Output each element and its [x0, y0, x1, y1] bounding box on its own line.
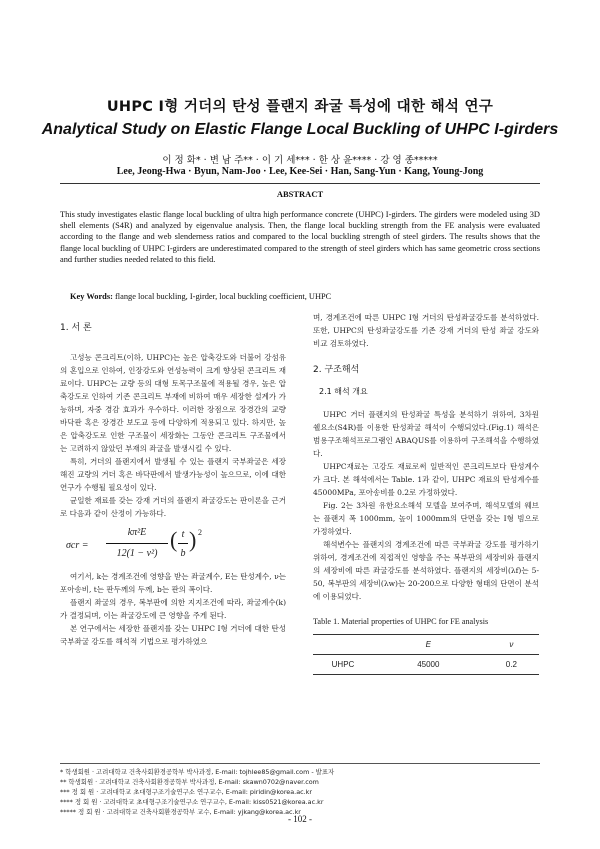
equation-exponent: 2 — [198, 528, 202, 537]
paper-title-english: Analytical Study on Elastic Flange Local Buckling of UHPC I-girders — [41, 121, 559, 138]
paper-title-korean: UHPC I형 거더의 탄성 플랜지 좌굴 특성에 대한 해석 연구 — [106, 99, 494, 115]
footnote-1: * 학생회원 · 고려대학교 건축사회환경공학부 박사과정, E-mail: tojhlee85@gmail.com - 발표자 — [60, 768, 335, 776]
equation-fraction-bar — [106, 543, 168, 544]
col2-paragraph-1: 며, 경계조건에 따른 UHPC I형 거더의 탄성좌굴강도를 분석하였다. 또한, UHPC의 탄성좌굴강도를 기존 강재 거더의 탄성 좌굴 강도와 비교 검토하였다. — [313, 313, 539, 348]
equation-tb-bar — [178, 543, 188, 544]
table-row — [313, 655, 539, 675]
keywords-label: Key Words: — [70, 292, 113, 301]
table-header-cell: E — [373, 635, 484, 655]
sec1-paragraph-2: 특히, 거더의 플랜지에서 발생될 수 있는 플랜지 국부좌굴은 세장해진 교량의 거더 혹은 바닥판에서 발생가능성이 높으므로, 이에 대한 연구가 수행될 필요성이 있다. — [60, 457, 286, 492]
footnotes — [60, 767, 540, 817]
right-column — [313, 311, 539, 675]
left-column — [60, 322, 286, 648]
section-2-title: 2. 구조해석 — [313, 365, 360, 375]
table-header-cell: ν — [484, 635, 539, 655]
paren-left: ( — [170, 527, 178, 552]
table-cell: 0.2 — [484, 655, 539, 675]
sec2-paragraph-4: 해석변수는 플랜지의 경계조건에 따른 국부좌굴 강도를 평가하기 위하여, 경계조건에 직접적인 영향을 주는 복부판의 세장비와 플랜지의 세장비에 따른 좌굴강도를 분석하였다. 플랜지의 세장비(λf)는 5-50, 복부판의 세장비(λw)는 20-200으로 다양한 형태의 단면이 분석에 이용되었다. — [313, 540, 539, 601]
abstract-body: This study investigates elastic flange local buckling of ultra high performance concrete (UHPC) I-girders. The girders were modeled using 3D shell elements (S4R) and analyzed by eigenvalue analysis. Then, the flange local buckling strength from the FE analysis were evaluated according to the flange and web slenderness ratios and compared to the local buckling strength of steel girders. The results shows that the flange local buckling of UHPC I-girders are underestimated compared to the strength of steel girders which has same geometric cross sections and further studies needed related to this field. — [60, 210, 540, 264]
sec1-paragraph-1: 고성능 콘크리트(이하, UHPC)는 높은 압축강도와 더불어 강섬유의 혼입으로 인하여, 인장강도와 연성능력이 크게 향상된 콘크리트 재료이다. UHPC는 교량 등의 대형 토목구조물에 적용될 경우, 높은 압축강도로 인하여 기존 콘크리트 부재에 비하여 매우 세장한 설계가 가능하며, 자중 경감 효과가 우수하다. 이러한 장점으로 장경간의 교량 바닥판 혹은 장경간 보도교 등에 다양하게 적용되고 있다. 하지만, 높은 압축강도로 인한 구조물이 세장화는 그동안 콘크리트 구조물에서는 고려하지 않았던 부재의 좌굴을 발생시킬 수 있다. — [60, 353, 286, 453]
footnote-3: *** 정 회 원 · 고려대학교 초대형구조기술연구소 연구교수, E-mail: piridin@korea.ac.kr — [60, 788, 312, 796]
keywords-line — [70, 292, 540, 301]
table-header-row — [313, 635, 539, 655]
footnote-5: ***** 정 회 원 · 고려대학교 건축사회환경공학부 교수, E-mail: yjkang@korea.ac.kr — [60, 808, 301, 816]
equation-t: t — [181, 529, 185, 540]
footnote-rule — [60, 763, 540, 764]
equation-denominator: 12(1 − ν²) — [116, 548, 158, 559]
sec2-paragraph-2: UHPC재료는 고강도 재료로써 일반적인 콘크리트보다 탄성계수가 크다. 본 해석에서는 Table. 1과 같이, UHPC 재료의 탄성계수를 45000MPa, 포아송비를 0.2로 가정하였다. — [313, 462, 539, 497]
authors-english: Lee, Jeong-Hwa · Byun, Nam-Joo · Lee, Kee-Sei · Han, Sang-Yun · Kang, Young-Jong — [116, 166, 484, 177]
table-caption: Table 1. Material properties of UHPC for FE analysis — [313, 617, 489, 626]
equation-b: b — [180, 548, 186, 559]
footnote-2: ** 학생회원 · 고려대학교 건축사회환경공학부 박사과정, E-mail: skawn0702@naver.com — [60, 778, 319, 786]
abstract-heading: ABSTRACT — [276, 189, 324, 199]
sec2-paragraph-1: UHPC 거더 플랜지의 탄성좌굴 특성을 분석하기 위하여, 3차원 쉘요소(S4R)를 이용한 탄성좌굴 해석이 수행되었다.(Fig.1) 해석은 범용구조해석프로그램인 ABAQUS를 이용하여 구조해석을 수행하였다. — [313, 410, 539, 458]
sec1-paragraph-4: 여기서, k는 경계조건에 영향을 받는 좌굴계수, E는 탄성계수, ν는 포아송비, t는 판두께의 두께, b는 판의 폭이다. — [60, 572, 286, 594]
paren-right: ) — [189, 527, 197, 552]
authors-korean: 이 정 화* · 변 남 주** · 이 기 세*** · 한 상 윤**** · 강 영 종***** — [162, 155, 438, 166]
table-cell: 45000 — [373, 655, 484, 675]
table-header-cell — [313, 635, 373, 655]
abstract-top-rule — [60, 183, 540, 184]
buckling-equation — [60, 520, 286, 570]
footnote-4: **** 정 회 원 · 고려대학교 초대형구조기술연구소 연구교수, E-mail: kiss0521@korea.ac.kr — [60, 798, 324, 806]
section-1-title: 1. 서 론 — [60, 323, 92, 333]
section-2-1-title: 2.1 해석 개요 — [319, 387, 368, 396]
table-cell: UHPC — [313, 655, 373, 675]
material-table — [313, 634, 539, 675]
sec1-paragraph-5: 플랜지 좌굴의 경우, 복부판에 의한 지지조건에 따라, 좌굴계수(k)가 결정되며, 이는 좌굴강도에 큰 영향을 주게 된다. — [60, 598, 286, 620]
keywords-text: flange local buckling, I-girder, local buckling coefficient, UHPC — [114, 292, 332, 301]
page-number: - 102 - — [288, 814, 312, 824]
sec1-paragraph-3: 균일한 재료를 갖는 강재 거더의 플랜지 좌굴강도는 판이론을 근거로 다음과 같이 산정이 가능하다. — [60, 496, 286, 518]
equation-numerator: kπ²E — [127, 527, 147, 538]
sec2-paragraph-3: Fig. 2는 3차원 유한요소해석 모델을 보여주며, 해석모델의 웨브는 플랜지 폭 1000mm, 높이 1000mm의 단면을 갖는 I형 빔으로 가정하였다. — [313, 501, 539, 536]
sec1-paragraph-6: 본 연구에서는 세장한 플랜지를 갖는 UHPC I형 거더에 대한 탄성국부좌굴 강도를 해석적 기법으로 평가하였으 — [60, 624, 286, 646]
equation-lhs: σcr = — [66, 540, 89, 551]
